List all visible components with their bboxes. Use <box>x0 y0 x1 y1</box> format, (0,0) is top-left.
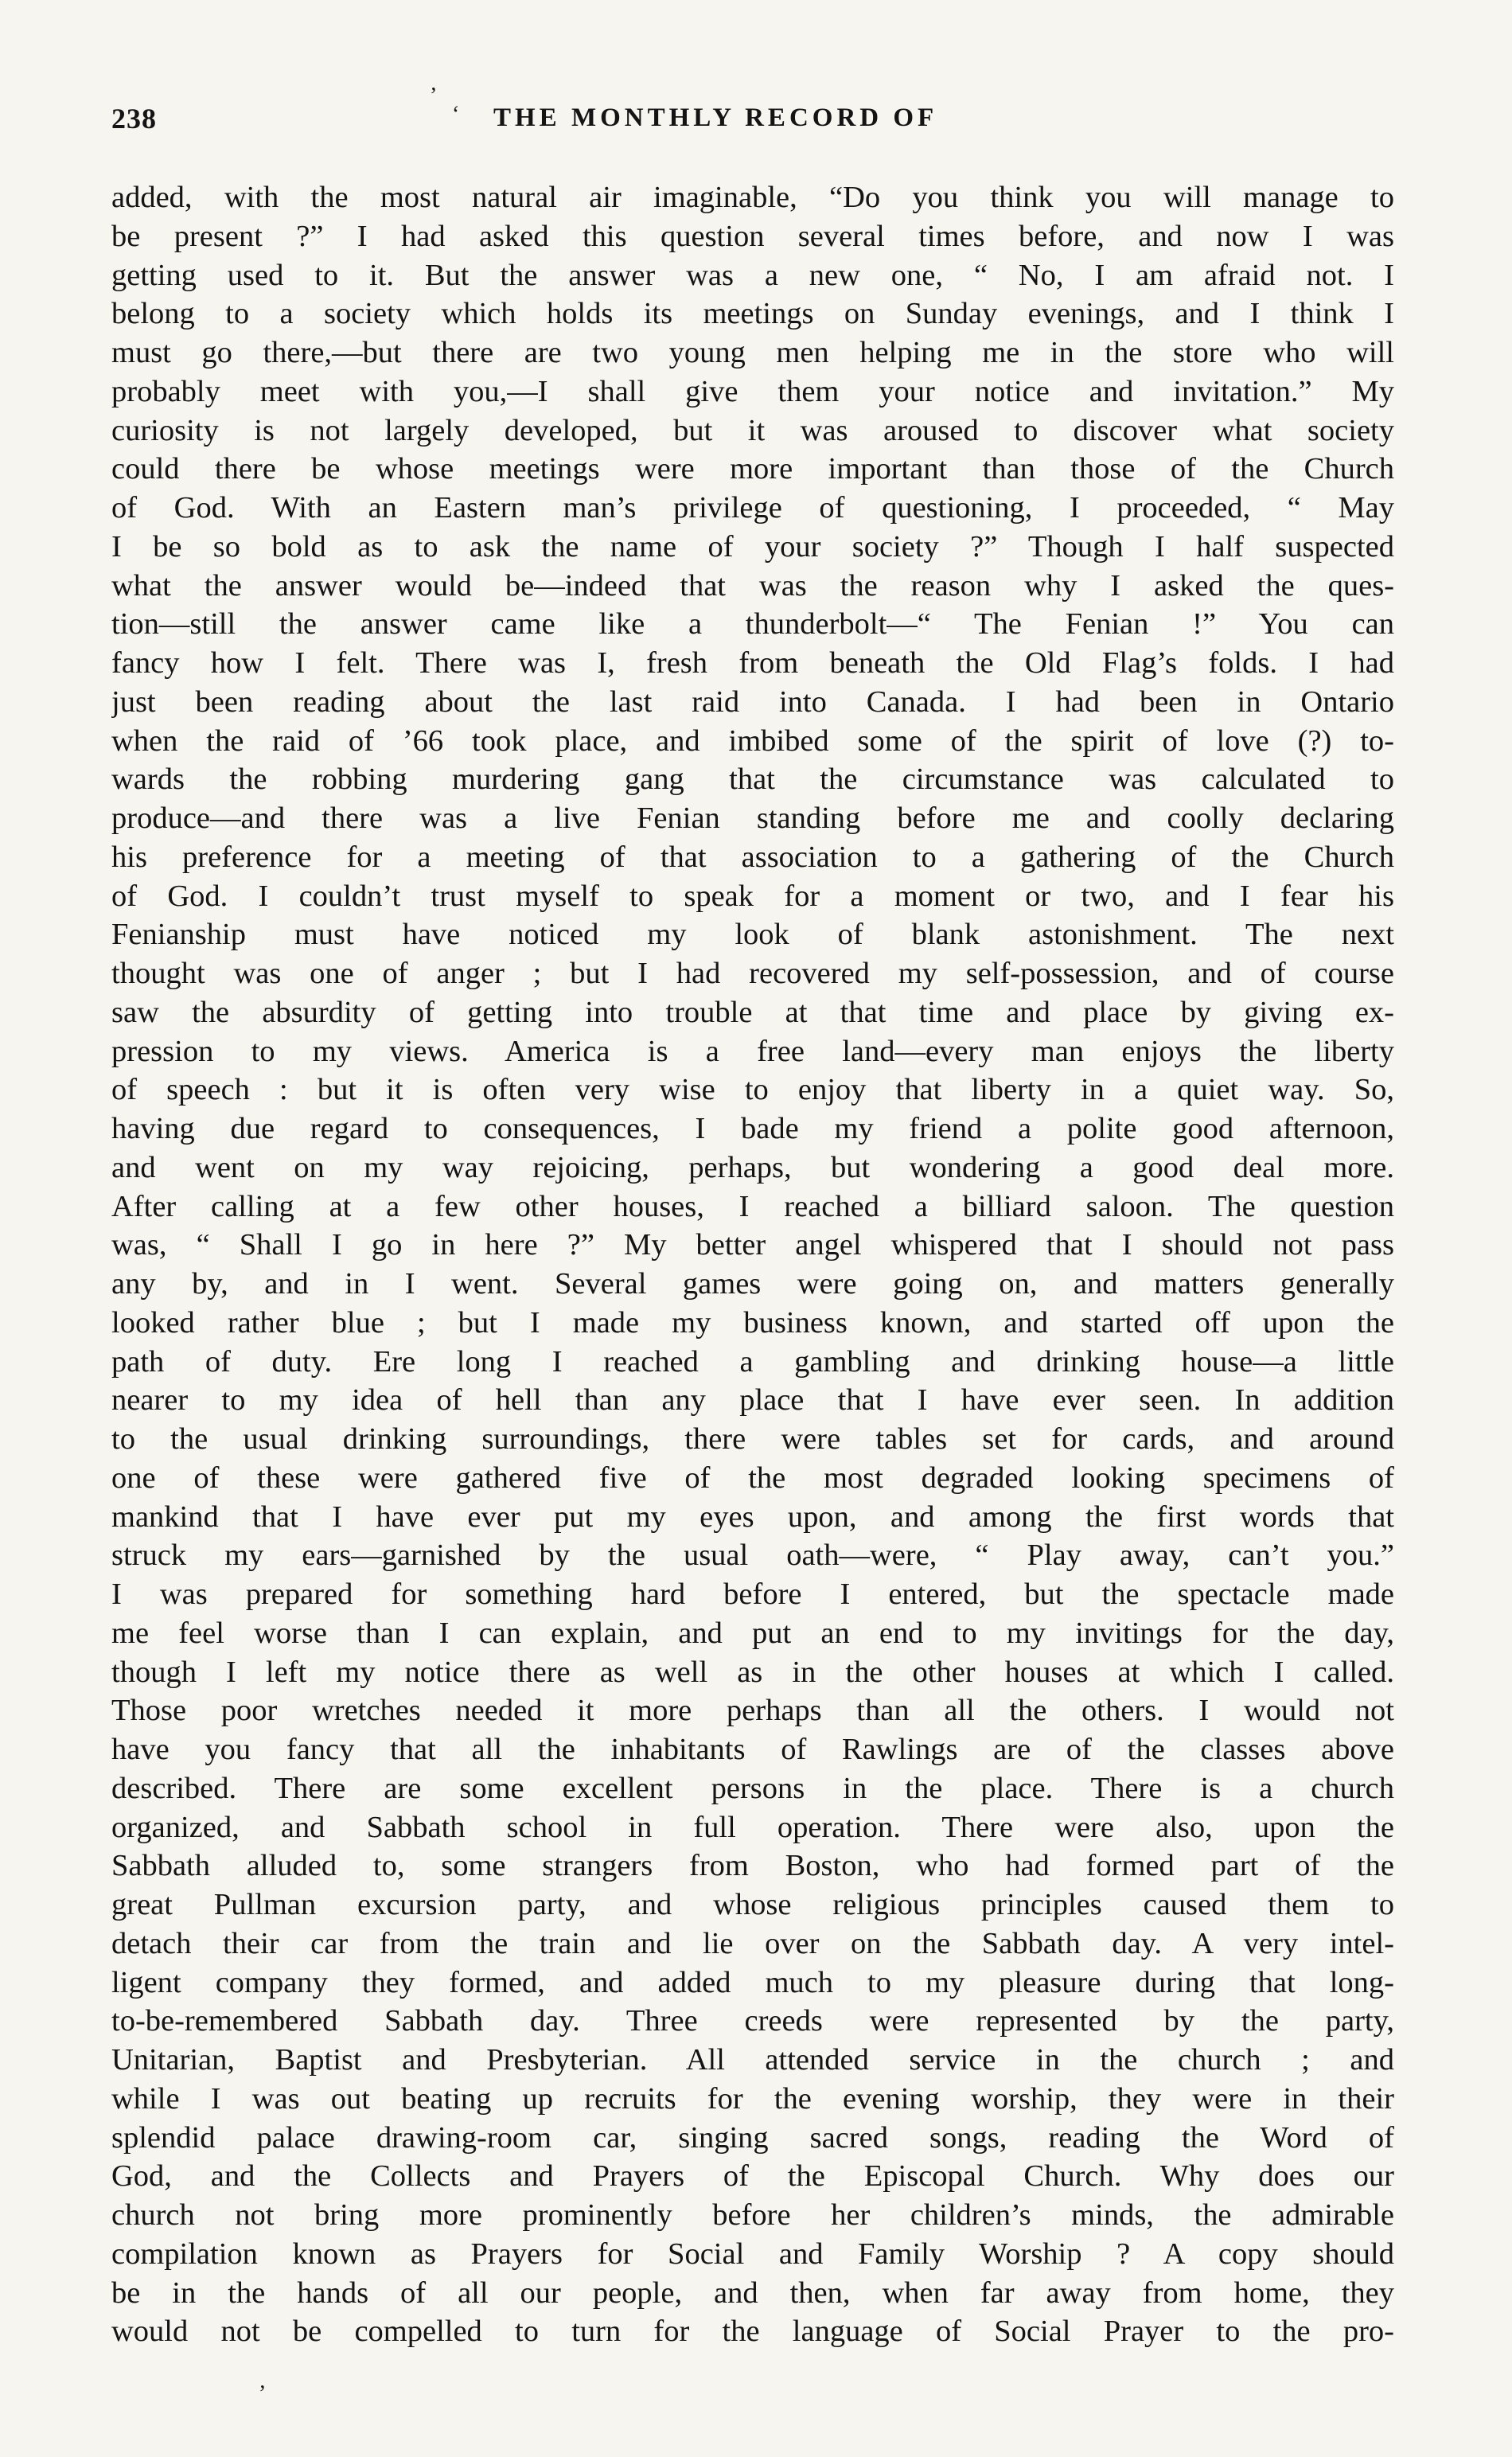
text-line: Unitarian, Baptist and Presbyterian. All attended service in the church ; and <box>111 2043 1394 2077</box>
text-line: wards the robbing murdering gang that the circumstance was calculated to <box>111 762 1394 797</box>
text-line: compilation known as Prayers for Social and Family Worship ? A copy should <box>111 2237 1394 2271</box>
text-line: fancy how I felt. There was I, fresh from beneath the Old Flag’s folds. I had <box>111 646 1394 680</box>
text-line: church not bring more prominently before her children’s minds, the admirable <box>111 2198 1394 2232</box>
text-line: thought was one of anger ; but I had recovered my self-possession, and of course <box>111 957 1394 990</box>
text-line: probably meet with you,—I shall give them your notice and invitation.” My <box>111 374 1394 408</box>
text-line: detach their car from the train and lie over on the Sabbath day. A very intel- <box>111 1926 1394 1960</box>
ink-tick-mark: ’ <box>259 2381 267 2406</box>
text-line: God, and the Collects and Prayers of the Episcopal Church. Why does our <box>111 2159 1394 2194</box>
page-number: 238 <box>111 103 157 135</box>
text-line: any by, and in I went. Several games were going on, and matters generally <box>111 1267 1394 1301</box>
text-line: must go there,—but there are two young men helping me in the store who will <box>111 336 1394 369</box>
text-line: just been reading about the last raid into Canada. I had been in Ontario <box>111 684 1394 719</box>
page-header <box>111 102 1401 142</box>
text-line: when the raid of ’66 took place, and imbibed some of the spirit of love (?) to- <box>111 723 1394 758</box>
text-line: me feel worse than I can explain, and put an end to my invitings for the day, <box>111 1616 1394 1650</box>
text-line: curiosity is not largely developed, but it was aroused to discover what society <box>111 413 1394 447</box>
text-line: be present ?” I had asked this question several times before, and now I was <box>111 219 1394 253</box>
body-text <box>111 178 1394 2351</box>
text-line: belong to a society which holds its meetings on Sunday evenings, and I think I <box>111 297 1394 331</box>
text-line: mankind that I have ever put my eyes upon, and among the first words that <box>111 1500 1394 1534</box>
text-line: pression to my views. America is a free land—every man enjoys the liberty <box>111 1034 1394 1068</box>
text-line: nearer to my idea of hell than any place that I have ever seen. In addition <box>111 1383 1394 1418</box>
text-line: was, “ Shall I go in here ?” My better angel whispered that I should not pass <box>111 1228 1394 1262</box>
text-line: I was prepared for something hard before I entered, but the spectacle made <box>111 1578 1394 1611</box>
text-line: struck my ears—garnished by the usual oath—were, “ Play away, can’t you.” <box>111 1539 1394 1573</box>
text-line: be in the hands of all our people, and then, when far away from home, they <box>111 2276 1394 2310</box>
text-line: to-be-remembered Sabbath day. Three creeds were represented by the party, <box>111 2004 1394 2038</box>
text-line: tion—still the answer came like a thunderbolt—“ The Fenian !” You can <box>111 607 1394 642</box>
text-line: splendid palace drawing-room car, singing sacred songs, reading the Word of <box>111 2120 1394 2155</box>
text-line: his preference for a meeting of that association to a gathering of the Church <box>111 840 1394 874</box>
text-line: of God. I couldn’t trust myself to speak for a moment or two, and I fear his <box>111 879 1394 913</box>
text-line: of speech : but it is often very wise to enjoy that liberty in a quiet way. So, <box>111 1073 1394 1107</box>
text-line: to the usual drinking surroundings, there were tables set for cards, and around <box>111 1422 1394 1456</box>
text-line: described. There are some excellent persons in the place. There is a church <box>111 1771 1394 1805</box>
text-line: Sabbath alluded to, some strangers from Boston, who had formed part of the <box>111 1849 1394 1883</box>
text-line: added, with the most natural air imaginable, “Do you think you will manage to <box>111 181 1394 214</box>
text-line: of God. With an Eastern man’s privilege of questioning, I proceeded, “ May <box>111 491 1394 525</box>
text-line: I be so bold as to ask the name of your society ?” Though I half suspected <box>111 529 1394 564</box>
text-line: ligent company they formed, and added much to my pleasure during that long- <box>111 1965 1394 1999</box>
text-line: path of duty. Ere long I reached a gambling and drinking house—a little <box>111 1344 1394 1379</box>
text-line: saw the absurdity of getting into trouble at that time and place by giving ex- <box>111 995 1394 1029</box>
text-line: looked rather blue ; but I made my business known, and started off upon the <box>111 1305 1394 1340</box>
text-line: having due regard to consequences, I bade my friend a polite good afternoon, <box>111 1112 1394 1145</box>
text-line: could there be whose meetings were more important than those of the Church <box>111 452 1394 486</box>
text-line: Those poor wretches needed it more perhaps than all the others. I would not <box>111 1694 1394 1728</box>
text-line: though I left my notice there as well as in the other houses at which I called. <box>111 1655 1394 1689</box>
text-line: produce—and there was a live Fenian standing before me and coolly declaring <box>111 801 1394 835</box>
text-line: getting used to it. But the answer was a new one, “ No, I am afraid not. I <box>111 258 1394 292</box>
ink-tick-mark: ’ <box>430 84 438 108</box>
text-line: one of these were gathered five of the most degraded looking specimens of <box>111 1461 1394 1495</box>
text-line: while I was out beating up recruits for the evening worship, they were in their <box>111 2081 1394 2116</box>
text-line: great Pullman excursion party, and whose religious principles caused them to <box>111 1888 1394 1921</box>
text-line: and went on my way rejoicing, perhaps, but wondering a good deal more. <box>111 1150 1394 1184</box>
text-line: have you fancy that all the inhabitants of Rawlings are of the classes above <box>111 1733 1394 1766</box>
ink-tick-mark: ‘ <box>452 102 460 127</box>
running-title: THE MONTHLY RECORD OF <box>493 103 938 132</box>
text-line: Fenianship must have noticed my look of blank astonishment. The next <box>111 918 1394 952</box>
text-line: would not be compelled to turn for the language of Social Prayer to the pro- <box>111 2315 1394 2349</box>
text-line: After calling at a few other houses, I reached a billiard saloon. The question <box>111 1189 1394 1223</box>
text-line: organized, and Sabbath school in full operation. There were also, upon the <box>111 1810 1394 1844</box>
text-line: what the answer would be—indeed that was the reason why I asked the ques- <box>111 568 1394 603</box>
